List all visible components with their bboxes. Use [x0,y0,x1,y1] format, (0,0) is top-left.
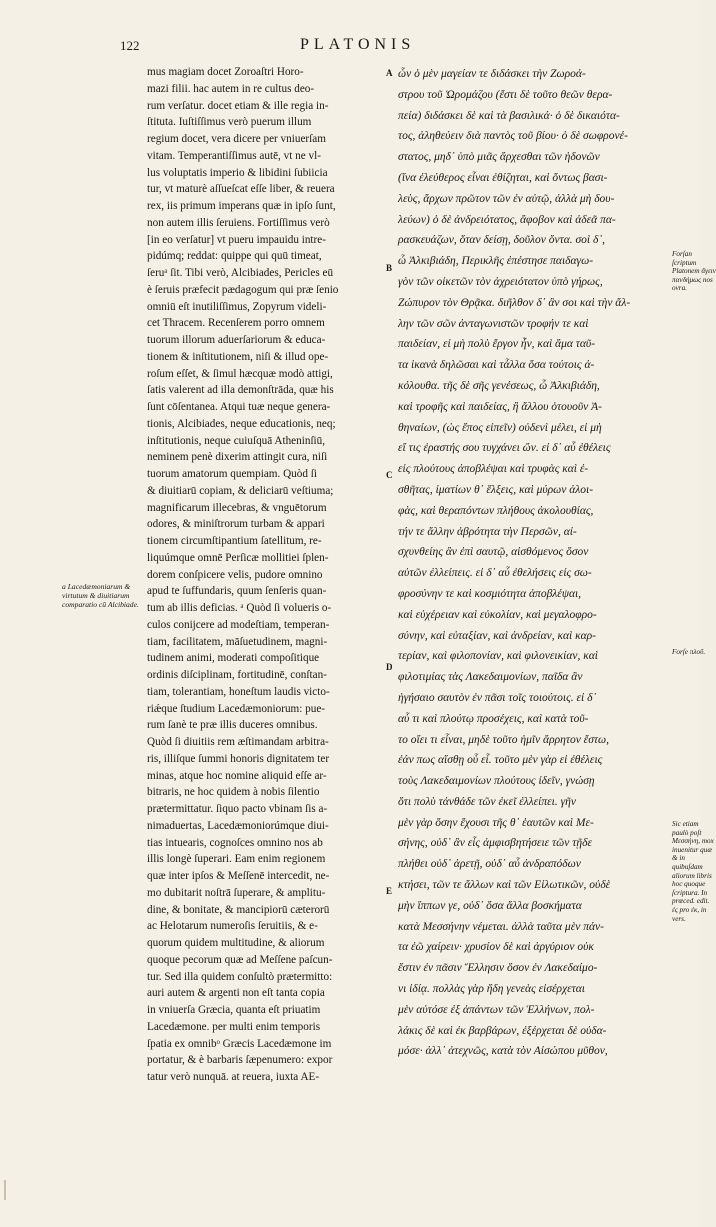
latin-text-line: mus magiam docet Zoroaſtri Horo- [147,66,304,78]
latin-text-line: vitam. Temperantiſſimus autē, vt ne vl- [147,149,321,162]
latin-text-line: nimaduertas, Lacedæmoniorúmque diui- [147,819,329,832]
latin-text-line: portatur, & è barbaris ſæpenumero: expor [147,1054,333,1067]
greek-text-line: θηναίων, (ὡς ἔπος εἰπεῖν) οὐδενὶ μέλει, εἰ μὴ [398,421,602,434]
greek-text-line: ἔστιν ἐν πᾶσιν Ἕλλησιν ὅσον ἐν Λακεδαίμο- [398,962,598,975]
latin-text-line: odores, & miniſtrorum turbam & appari [147,518,325,531]
running-title: PLATONIS [300,36,416,53]
greek-text-line: κατὰ Μεσσήνην νέμεται. ἀλλὰ ταῦτα μὲν πάν- [398,920,604,933]
greek-text-line: μὴν ἵππων γε, οὐδ᾽ ὅσα ἄλλα βοσκήματα [398,899,582,912]
latin-text-line: tatur verò nunquā. at reuera, iuxta AE- [147,1071,320,1083]
greek-text-line: μόσε· ἀλλ᾽ ἀτεχνῶς, κατὰ τὸν Αἰσώπου μῦθον, [398,1045,608,1058]
greek-text-line: στρου τοῦ Ὡρομάζου (ἔστι δὲ τοῦτο θεῶν θερα- [398,88,613,101]
greek-text-line: ἡγήσαιο σαυτὸν ἐν πᾶσι τοῖς τοιούτοις. εἰ δ᾽ [398,691,597,704]
latin-text-line: ordinis diſciplinam, fortitudinē, conſtan- [147,669,327,681]
greek-text-line: το οἴει τι εἶναι, μηδὲ τοῦτο ἡμῖν ἄρρητον ἔστω, [398,733,609,746]
latin-text-line: bitraris, ne hoc quidem à nobis ſilentio [147,786,320,799]
latin-text-line: minas, atque hoc nomine aliquid eſſe ar- [147,769,327,782]
greek-text-line: φροσύνην τε καὶ κοσμιότητα ἀποβλέψαι, [398,587,582,600]
latin-text-line: è ſeruis præfecit pædagogum qui præ ſenio [147,283,339,296]
latin-text-line: mo dubitarit noſtrā ſuperare, & amplitu- [147,886,326,899]
greek-text-line: πλήθει οὐδ᾽ ἀρετῇ, οὐδ᾽ αὖ ἀνδραπόδων [398,858,581,871]
latin-text-line: Quòd ſi diuitiis rem æſtimandam arbitra- [147,736,329,748]
greek-text-line: πεία) διδάσκει δὲ καὶ τὰ βασιλικά· ὁ δὲ δικαιότα- [398,109,620,122]
greek-text-line: κόλουθα. τῆς δὲ σῆς γενέσεως, ὦ Ἀλκιβιάδη, [398,379,600,392]
latin-text-line: neminem penè dixerim attingit cura, niſi [147,451,328,464]
latin-text-line: culos conijcere ad modeſtiam, temperan- [147,618,330,631]
latin-text-line: ac Helotarum numeroſis ſeruitiis, & e- [147,920,318,933]
latin-text-line: lus voluptatis imperio & libidini ſubiicia [147,166,328,179]
latin-text-line: [in eo verſatur] vt pueru impauidu intre- [147,233,326,246]
latin-text-line: cet Thracem. Recenſerem porro omnem [147,317,325,330]
latin-text-line: tiam, facilitatem, māſuetudinem, magni- [147,635,328,648]
greek-text-line: ὅτι πολὺ τἀνθάδε τῶν ἐκεῖ ἐλλείπει. γῆν [398,795,576,808]
latin-text-line: tionis, Alcibiades, neque educationis, neq; [147,417,336,430]
greek-text-line: τα ἐῶ χαίρειν· χρυσίον δὲ καὶ ἀργύριον οὐκ [398,941,594,954]
greek-text-line: φὰς, καὶ θεραπόντων πλήθους ἀκολουθίας, [398,504,594,517]
section-mark-b: B [386,263,393,273]
latin-text-line: rex, iis primum imperans quæ in ipſo ſunt, [147,200,336,212]
greek-text-line: στατος, μηδ᾽ ὑπὸ μιᾶς ἄρχεσθαι τῶν ἡδονῶν [398,151,600,164]
greek-text-line: λεύων) ὁ δὲ ἀνδρειότατος, ἄφοβον καὶ ἀδεᾶ πα- [398,213,616,226]
latin-text-line: inſtitutionis, neque cuiuſquā Atheninſiū, [147,434,326,447]
greek-text-line: ἐάν πως αἴσθῃ οὗ εἶ. τοῦτο μὲν γὰρ εἰ ἐθέλεις [398,754,603,767]
greek-text-line: γὸν τῶν οἰκετῶν τὸν ἀχρειότατον ὑπὸ γήρως, [398,275,603,288]
latin-text-line: liquúmque omnē Perſicæ mollitiei ſplen- [147,551,329,564]
greek-text-line: κτήσει, τῶν τε ἄλλων καὶ τῶν Εἱλωτικῶν, οὐδὲ [398,879,611,892]
latin-text-line: non autem illis ſeruiens. Fortiſſimus verò [147,216,330,229]
greek-text-line: εἴ τις ἐραστής σου τυγχάνει ὤν. εἰ δ᾽ αὖ ἐθέλεις [398,442,611,455]
greek-text-line: σθῆτας, ἱματίων θ᾽ ἕλξεις, καὶ μύρων ἀλοι- [398,483,594,496]
greek-text-line: τερίαν, καὶ φιλοπονίαν, καὶ φιλονεικίαν, καὶ [398,650,598,663]
latin-text-line: ſtituta. Iuſtiſſimus verò puerum illum [147,116,312,129]
greek-text-line: τος, ἀληθεύειν διὰ παντὸς τοῦ βίου· ὁ δὲ σωφρονέ- [398,130,628,143]
latin-text-line: tias intuearis, cognoſces omnino nos ab [147,836,323,849]
latin-text-line: tionem circumſtipantium ſatellitum, re- [147,535,322,547]
greek-column [398,64,670,1062]
section-mark-e: E [386,886,393,896]
latin-text-line: Lacedæmone. per multi enim temporis [147,1020,321,1033]
latin-text-line: pidúmq; reddat: quippe qui quū timeat, [147,250,322,263]
greek-text-line: τα ἱκανὰ δηλῶσαι καὶ τἆλλα ὅσα τούτοις ἀ- [398,359,595,372]
greek-text-line: σχυνθείης ἂν ἐπὶ σαυτῷ, αἰσθόμενος ὅσον [398,546,589,559]
latin-text-line: mazi filii. hac autem in re cultus deo- [147,82,315,95]
latin-text-line: ſatis valerent ad illa demonſtrāda, quæ his [147,384,334,397]
latin-text-line: tionem & inſtitutionem, niſi & illud ope- [147,350,329,363]
latin-text-line: rum verſatur. docet etiam & ille regia in- [147,99,329,112]
page-header [0,36,700,60]
greek-text-line: λεὺς, ἄρχων πρῶτον τῶν ἐν αὑτῷ, ἀλλὰ μὴ δου- [398,192,615,205]
latin-text-line: tur. Sed illa quidem conſultò prætermitto: [147,970,333,983]
greek-text-line: καὶ τροφῆς καὶ παιδείας, ἢ ἄλλου ὁτουοῦν Ἀ- [398,400,603,413]
greek-text-line: τήν τε ἄλλην ἁβρότητα τὴν Περσῶν, αἰ- [398,525,577,538]
greek-text-line: αὖ τι καὶ πλούτῳ προσέχεις, καὶ κατὰ τοῦ- [398,712,589,725]
greek-text-line: σήνης, οὐδ᾽ ἂν εἷς ἀμφισβητήσειε τῶν τῇδε [398,837,592,850]
greek-text-line: ρασκευάζων, ὅταν δείσῃ, δοῦλον ὄντα. σοὶ δ᾽, [398,234,606,247]
paper-edge-mark [4,1180,6,1200]
latin-text-line: tuorum amatorum quempiam. Quòd ſi [147,468,317,480]
latin-text-line: & diuitiarū copiam, & deliciarū veſtiuma; [147,484,334,497]
latin-text-line: omniū eſt inutiliſſimus, Zopyrum videli- [147,300,327,313]
greek-text-line: Ζώπυρον τὸν Θρᾷκα. διῆλθον δ᾽ ἂν σοι καὶ τὴν ἄλ- [398,296,631,309]
page-number: 122 [120,38,140,53]
greek-text-line: ὦ Ἀλκιβιάδη, Περικλῆς ἐπέστησε παιδαγω- [398,255,594,268]
latin-text-line: ſpatia ex omnibᵒ Græcis Lacedæmone im [147,1037,332,1050]
latin-text-line: tum ab illis deficias. ᵃ Quòd ſi volueris o- [147,602,332,614]
greek-text-line: καὶ εὐχέρειαν καὶ εὐκολίαν, καὶ μεγαλοφρο- [398,608,597,621]
greek-text-line: (ἵνα ἐλεύθερος εἶναι ἐθίζηται, καὶ ὄντως βασι- [398,171,608,184]
latin-text-line: auri autem & argenti non eſt tanta copia [147,987,325,1000]
greek-text-line: αὐτῶν ἐλλείπεις. εἰ δ᾽ αὖ ἐθελήσεις εἰς σω- [398,567,592,580]
section-mark-c: C [386,470,393,480]
latin-text-line: roſum eſſet, & ſimul hæcquæ modò attigi, [147,367,333,380]
right-margin-note-1: Forſan ſcriptum Platonem ἄγειν πανδήμως nos ovra. [672,250,716,293]
greek-text-line: μὲν γὰρ ὅσην ἔχουσι τῆς θ᾽ ἑαυτῶν καὶ Με- [398,816,594,829]
latin-text-line: illis longè ſuperari. Eam enim regionem [147,853,326,866]
latin-text-line: ris, illiſque ſummi honoris dignitatem ter [147,752,330,765]
latin-text-line: magnificarum illecebras, & vnguētorum [147,501,327,514]
greek-text-line: εἰς πλούτους ἀποβλέψαι καὶ τρυφὰς καὶ ἐ- [398,463,589,476]
latin-text-line: rum ſanè te præ illis duceres omnibus. [147,719,318,732]
greek-text-line: τοὺς Λακεδαιμονίων πλούτους ἰδεῖν, γνώσῃ [398,775,595,788]
latin-text-line: quoque pecorum quæ ad Meſſene paſcun- [147,953,333,966]
latin-text-line: regium docet, vera dicere per vniuerſam [147,133,326,145]
latin-text-line: tur, vt maturè aſſueſcat eſſe liber, & reuera [147,183,335,196]
greek-text-line: ὧν ὁ μὲν μαγείαν τε διδάσκει τὴν Ζωροά- [398,68,586,80]
right-margin-note-2: Forſe πλοῦ. [672,648,706,656]
latin-text-line: riǽque ſtudium Lacedæmoniorum: pue- [147,702,326,715]
greek-text-line: μὲν αὐτόσε ἐξ ἁπάντων τῶν Ἑλλήνων, πολ- [398,1003,595,1016]
latin-text-line: quæ inter ipſos & Meſſenē intercedit, ne- [147,870,330,882]
left-margin-note: a Lacedæmoniarum & virtutum & diuitiarum comparatio cū Alcibiade. [62,582,139,609]
latin-text-line: ſeruᵃ ſit. Tibi verò, Alcibiades, Pericles eū [147,267,334,279]
latin-text-line: tuorum illorum aduerſariorum & educa- [147,334,326,346]
section-mark-a: A [386,68,393,78]
right-margin-note-3: Sic etiam paulò poſt Μεσσήνη, mox inuenitur quæ & in quibuſdam aliorum libris hoc quoque ſcriptura. In prœced. edit. ἐς pro ἐκ, in vers. [672,820,714,923]
greek-text-line: νι ἰδίᾳ. πολλὰς γὰρ ἤδη γενεὰς εἰσέρχεται [398,983,586,996]
greek-text-line: παιδείαν, εἰ μὴ πολὺ ἔργον ἦν, καὶ ἅμα ταῦ- [398,338,596,351]
section-mark-d: D [386,662,393,672]
latin-text-line: tudinem animi, moderati compoſitique [147,652,320,665]
greek-text-line: λην τῶν σῶν ἀνταγωνιστῶν τροφήν τε καὶ [398,317,589,330]
latin-text-line: in vniuerſa Græcia, quanta eſt priuatim [147,1004,321,1016]
greek-text-line: σύνην, καὶ εὐταξίαν, καὶ ἀνδρείαν, καὶ καρ- [398,629,596,642]
latin-text-line: apud te ſuffundaris, quum ſenſeris quan- [147,585,327,598]
latin-text-line: dine, & bonitate, & mancipiorū cæterorū [147,903,330,916]
latin-text-line: quorum quidem multitudine, & aliorum [147,937,325,949]
greek-text-line: φιλοτιμίας τὰς Λακεδαιμονίων, παῖδα ἂν [398,671,583,684]
latin-text-line: prætermittatur. ſiquo pacto vbinam ſis a- [147,803,328,815]
latin-column [147,64,382,1086]
latin-text-line: ſunt cōſentanea. Atqui tuæ neque genera- [147,401,331,413]
latin-text-line: tiam, tolerantiam, honeſtum laudis victo- [147,685,330,698]
greek-text-line: λάκις δὲ καὶ ἐκ βαρβάρων, ἐξέρχεται δὲ οὐδα- [398,1024,607,1037]
latin-text-line: dorem conſpicere velis, pudore omnino [147,568,323,581]
